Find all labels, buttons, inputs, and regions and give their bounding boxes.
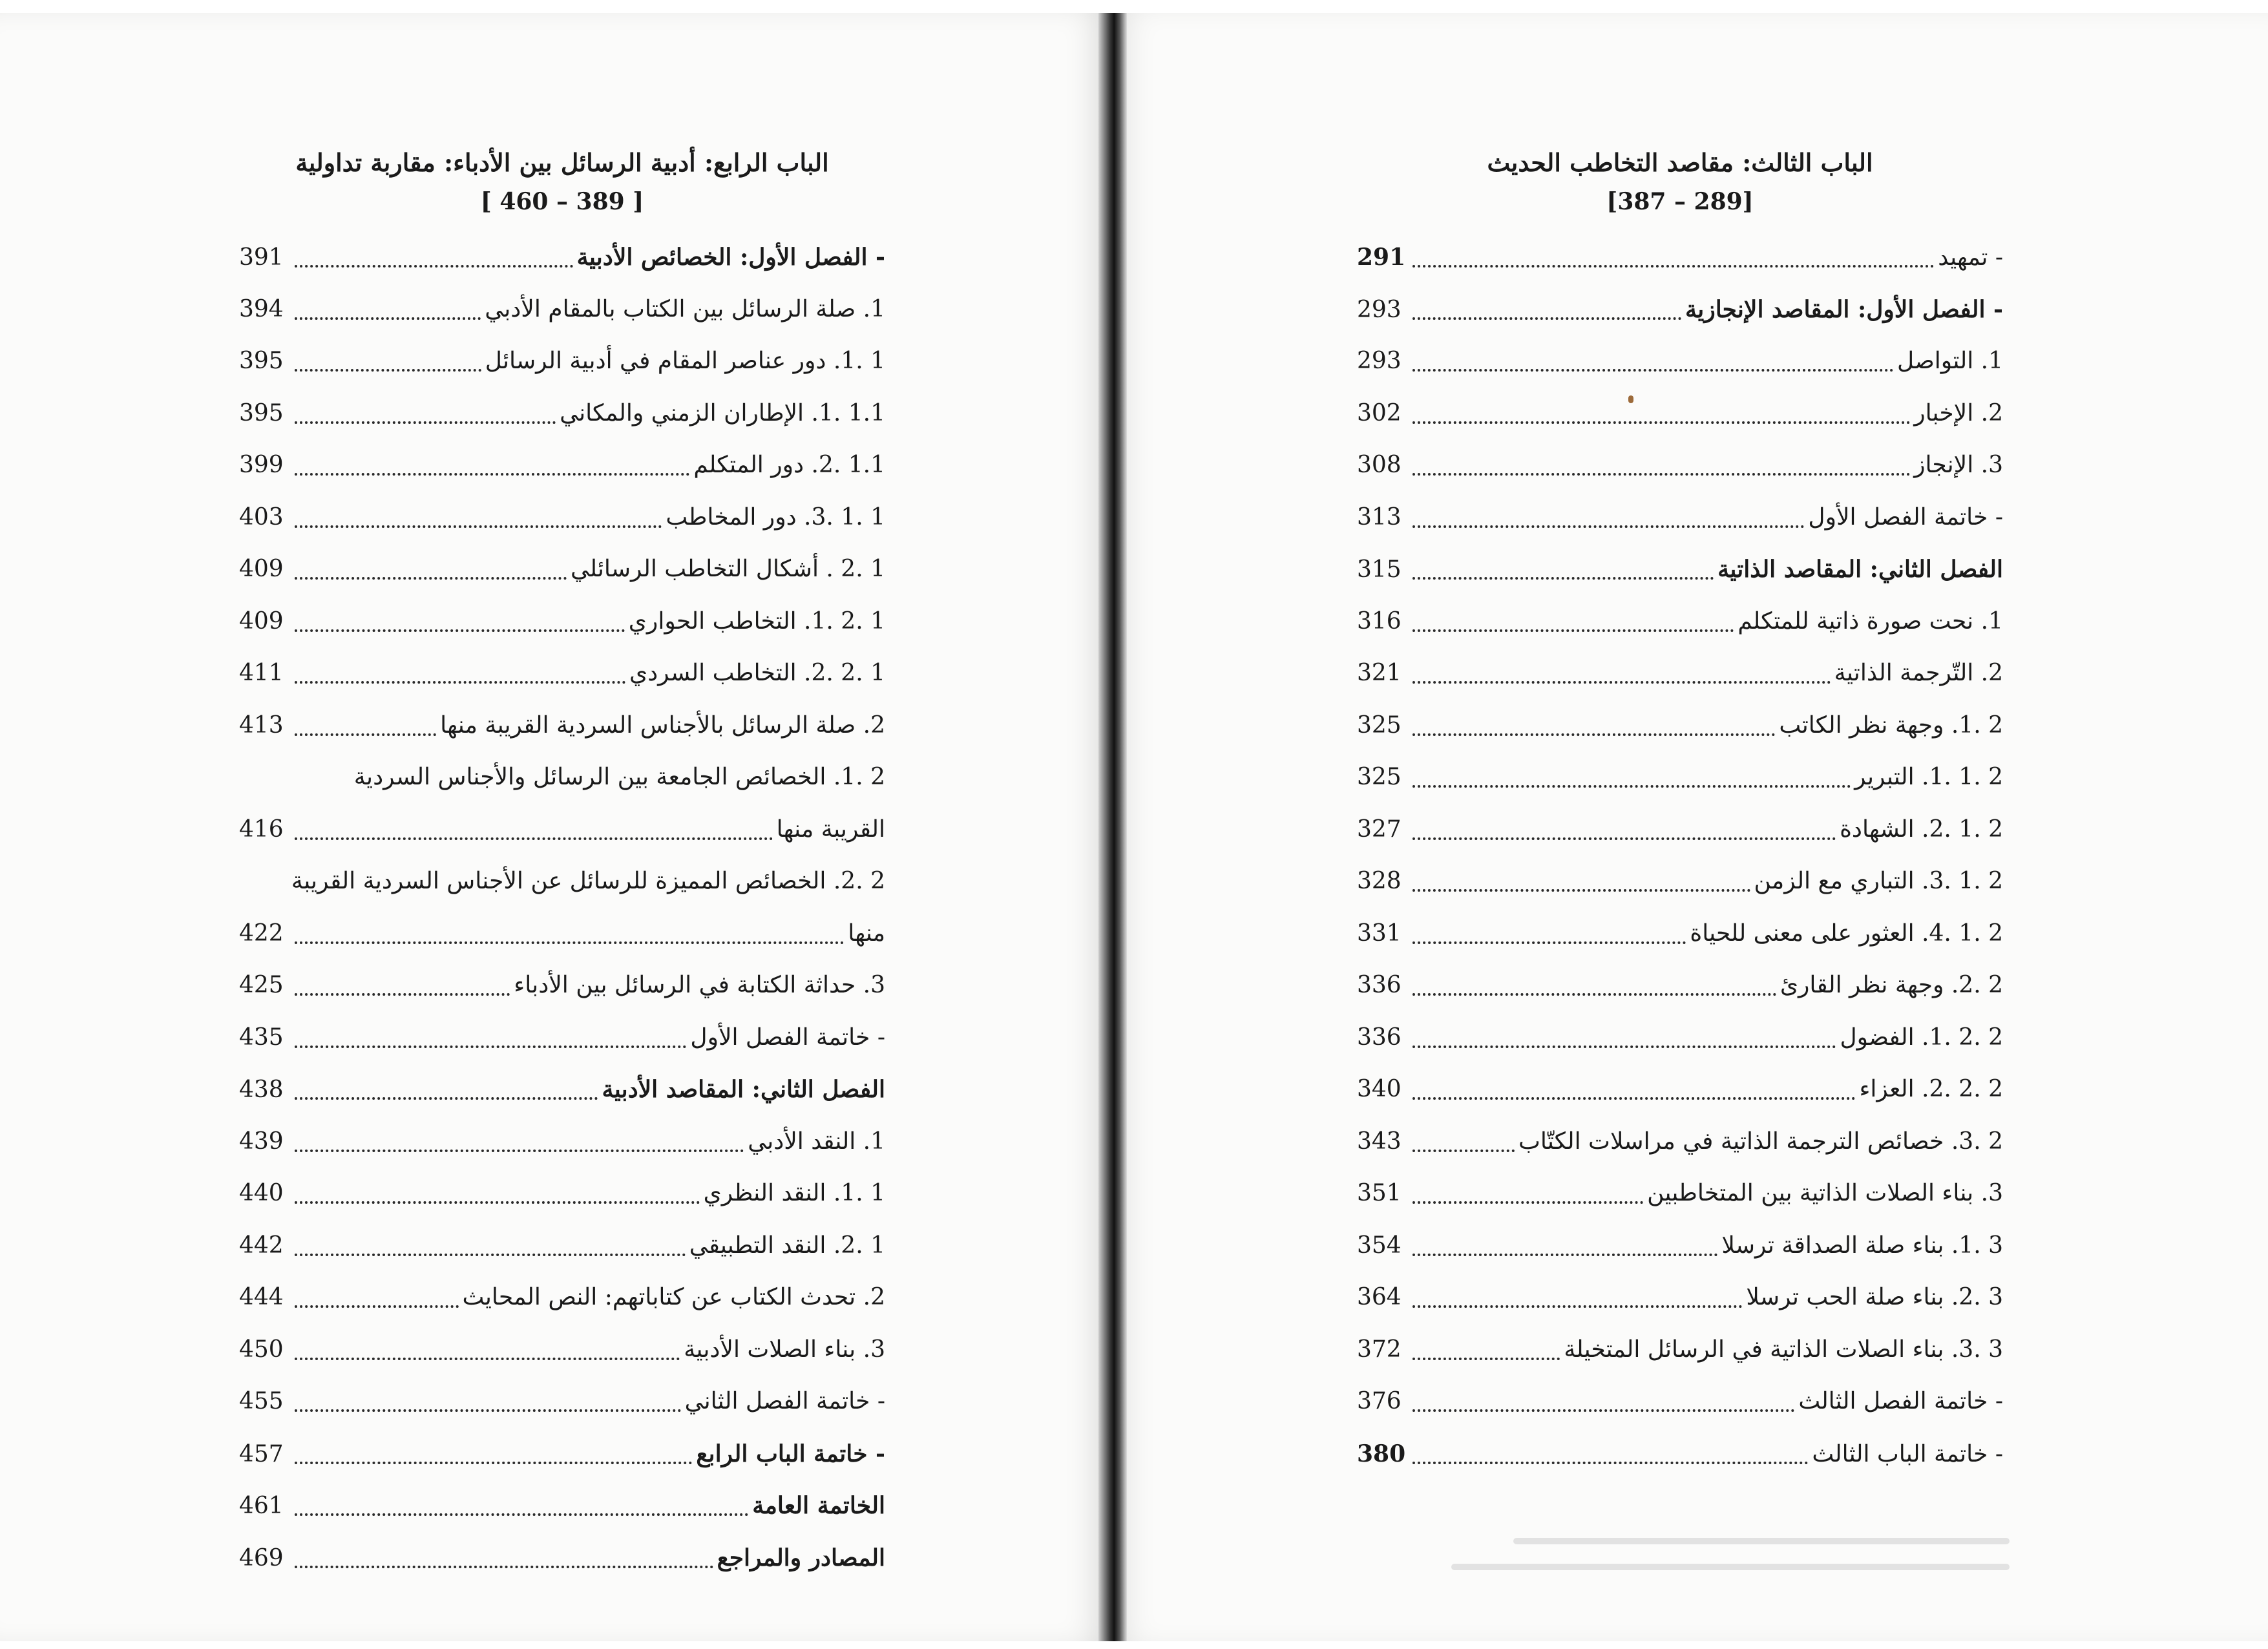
toc-entry-page-number: 413 (239, 711, 284, 739)
dot-leader (295, 681, 625, 684)
toc-entry-page-number: 461 (239, 1493, 284, 1519)
toc-entry-title: 2. تحدث الكتاب عن كتاباتهم: النص المحايث (462, 1284, 885, 1310)
toc-entry-title: 1. النقد الأدبي (748, 1128, 885, 1155)
toc-entry-title: 2 .2. وجهة نظر القارئ (1780, 972, 2003, 998)
dot-leader (295, 837, 773, 840)
toc-entry-page-number: 331 (1357, 919, 1402, 947)
toc-entry-page-number: 343 (1357, 1128, 1402, 1155)
toc-entry (1357, 1168, 2003, 1220)
toc-entry (239, 1012, 885, 1064)
toc-entry-page-number: 444 (239, 1284, 284, 1310)
toc-entry (1357, 1064, 2003, 1116)
dot-leader (1412, 317, 1681, 320)
right-toc (1357, 143, 2003, 1480)
toc-entry-title: 2. صلة الرسائل بالأجناس السردية القريبة منها (440, 711, 885, 739)
left-toc (239, 143, 885, 1584)
toc-entry-page-number: 325 (1357, 764, 1402, 790)
toc-entry-page-number: 395 (239, 399, 284, 426)
toc-entry-page-number: 416 (239, 815, 284, 843)
dot-leader (1412, 1409, 1794, 1412)
dot-leader (295, 1358, 680, 1360)
toc-entry-title: 2 .2. الخصائص المميزة للرسائل عن الأجناس السردية القريبة (291, 868, 885, 894)
toc-entry-page-number: 395 (239, 348, 284, 374)
part-four-heading: الباب الرابع: أدبية الرسائل بين الأدباء: مقاربة تداولية (295, 148, 829, 177)
toc-entry-page-number: 336 (1357, 972, 1402, 998)
toc-entry-title: - خاتمة الفصل الثاني (684, 1388, 885, 1414)
toc-entry-title: 2 .1 .2. الشهادة (1840, 815, 2003, 843)
dot-leader (1412, 889, 1750, 892)
dot-leader (295, 1305, 459, 1308)
toc-entry-title: القريبة منها (776, 815, 885, 843)
toc-entry-page-number: 435 (239, 1024, 284, 1051)
dot-leader (1412, 577, 1714, 580)
toc-entry (239, 1116, 885, 1168)
toc-entry (1357, 1376, 2003, 1428)
dot-leader (1412, 1150, 1515, 1152)
toc-entry (1357, 596, 2003, 648)
toc-entry-page-number: 325 (1357, 711, 1402, 739)
toc-entry-page-number: 327 (1357, 815, 1402, 843)
toc-entry-page-number: 302 (1357, 399, 1402, 426)
toc-entry (239, 492, 885, 544)
dot-leader (1412, 629, 1734, 632)
toc-entry-title: 1. نحت صورة ذاتية للمتكلم (1738, 607, 2003, 635)
dot-leader (1412, 525, 1804, 528)
toc-entry (239, 335, 885, 388)
toc-entry-title: 1.1 .1. الإطاران الزمني والمكاني (560, 399, 885, 426)
toc-entry-title: 1 .1. النقد النظري (703, 1180, 885, 1206)
toc-entry-page-number: 440 (239, 1180, 284, 1206)
toc-entry-page-number: 336 (1357, 1024, 1402, 1051)
dot-leader (1412, 993, 1776, 996)
dot-leader (295, 1254, 686, 1256)
toc-entry-page-number: 315 (1357, 556, 1402, 583)
toc-entry (1357, 1428, 2003, 1480)
toc-entry-page-number: 422 (239, 919, 284, 947)
toc-entry-title: المصادر والمراجع (717, 1544, 885, 1571)
toc-entry (239, 231, 885, 284)
toc-entry-title: الفصل الثاني: المقاصد الذاتية (1717, 556, 2003, 583)
toc-entry-title: 1. صلة الرسائل بين الكتاب بالمقام الأدبي (485, 295, 885, 322)
part-three-range: [387 – 289] (1606, 188, 1754, 215)
dot-leader (295, 317, 481, 320)
toc-entry-page-number: 469 (239, 1544, 284, 1571)
left-toc-entries (239, 231, 885, 1584)
toc-entry (239, 1428, 885, 1480)
toc-entry (1357, 388, 2003, 440)
dot-leader (1412, 785, 1851, 788)
dot-leader (1412, 1201, 1643, 1204)
toc-entry-title: 1.1 .2. دور المتكلم (693, 452, 885, 478)
toc-entry (1357, 804, 2003, 856)
toc-entry-page-number: 376 (1357, 1388, 1402, 1414)
toc-entry (239, 1376, 885, 1428)
dot-leader (1412, 1045, 1836, 1048)
dot-leader (1412, 837, 1836, 840)
toc-entry (239, 700, 885, 752)
toc-entry (1357, 439, 2003, 492)
toc-entry (1357, 856, 2003, 908)
dot-leader (295, 1566, 713, 1568)
toc-entry-title: 2 .2 .2. العزاء (1859, 1076, 2003, 1102)
toc-entry (1357, 1324, 2003, 1376)
toc-entry-page-number: 308 (1357, 452, 1402, 478)
dot-leader (295, 1150, 744, 1152)
toc-entry-title: 2. التّرجمة الذاتية (1834, 660, 2003, 686)
toc-entry-title: الفصل الثاني: المقاصد الأدبية (602, 1076, 885, 1103)
toc-entry (239, 284, 885, 336)
right-toc-entries (1357, 231, 2003, 1480)
toc-entry (1357, 960, 2003, 1012)
toc-entry-title: 2. الإخبار (1914, 399, 2003, 426)
dot-leader (295, 1097, 598, 1100)
dot-leader (295, 1201, 700, 1204)
dot-leader (1412, 1097, 1855, 1100)
toc-entry-title: الخاتمة العامة (752, 1492, 885, 1519)
toc-entry-title: - خاتمة الفصل الأول (690, 1024, 885, 1051)
toc-entry (239, 1480, 885, 1532)
toc-entry (239, 543, 885, 596)
toc-entry-title: 2 .1 .3. التباري مع الزمن (1754, 868, 2003, 894)
toc-entry (1357, 543, 2003, 596)
dot-leader (295, 369, 481, 372)
toc-entry (239, 596, 885, 648)
toc-entry-page-number: 372 (1357, 1336, 1402, 1363)
toc-entry-page-number: 354 (1357, 1232, 1402, 1259)
dot-leader (295, 993, 510, 996)
toc-entry-title: 1 .2. النقد التطبيقي (689, 1232, 885, 1259)
toc-entry (239, 647, 885, 700)
toc-entry (239, 1220, 885, 1272)
toc-entry-page-number: 455 (239, 1388, 284, 1414)
toc-entry-title: 3. الإنجاز (1914, 452, 2003, 478)
toc-entry-page-number: 411 (239, 660, 284, 686)
toc-entry-page-number: 409 (239, 607, 284, 635)
toc-entry-title: 2 .3. خصائص الترجمة الذاتية في مراسلات الكتّاب (1518, 1128, 2003, 1155)
book-gutter (1098, 13, 1127, 1641)
toc-entry-title: - خاتمة الباب الرابع (696, 1440, 885, 1467)
dot-leader (1412, 1305, 1742, 1308)
dot-leader (1412, 733, 1775, 736)
dot-leader (295, 421, 556, 424)
toc-entry-page-number: 340 (1357, 1076, 1402, 1102)
dot-leader (1412, 265, 1934, 268)
toc-entry (1357, 492, 2003, 544)
toc-entry-page-number: 438 (239, 1077, 284, 1103)
toc-entry (1357, 231, 2003, 284)
dot-leader (295, 1409, 681, 1412)
toc-entry-page-number: 439 (239, 1128, 284, 1155)
toc-entry-title: 2 .1. الخصائص الجامعة بين الرسائل والأجناس السردية (353, 764, 885, 790)
toc-entry-page-number: 399 (239, 452, 284, 478)
toc-entry-title: 3 .2. بناء صلة الحب ترسلا (1746, 1284, 2003, 1310)
toc-entry (1357, 1012, 2003, 1064)
toc-entry (239, 1168, 885, 1220)
toc-entry-title: - الفصل الأول: المقاصد الإنجازية (1685, 295, 2003, 323)
toc-entry-title: 1. التواصل (1896, 348, 2003, 374)
toc-entry-title: 3. بناء الصلات الذاتية بين المتخاطبين (1647, 1180, 2003, 1206)
toc-entry-title: 2 .1 .4. العثور على معنى للحياة (1690, 919, 2003, 947)
toc-entry (1357, 1116, 2003, 1168)
toc-entry-title: 1 .1 .3. دور المخاطب (666, 503, 885, 530)
toc-entry-page-number: 364 (1357, 1284, 1402, 1310)
toc-entry (1357, 700, 2003, 752)
toc-entry-title: 2 .1 .1. التبرير (1854, 764, 2003, 790)
toc-entry (1357, 908, 2003, 960)
toc-entry-title: 1 .2 .1. التخاطب الحواري (628, 607, 885, 635)
dot-leader (295, 733, 436, 736)
toc-entry-title: 1 .2 .2. التخاطب السردي (629, 660, 885, 686)
toc-entry-page-number: 316 (1357, 607, 1402, 635)
toc-entry-page-number: 450 (239, 1336, 284, 1363)
toc-entry (1357, 647, 2003, 700)
bleed-through-text (1389, 1518, 2010, 1622)
dot-leader (295, 1462, 692, 1464)
toc-entry-title: 3 .1. بناء صلة الصداقة ترسلا (1721, 1232, 2003, 1259)
toc-entry-page-number: 442 (239, 1232, 284, 1259)
toc-entry (239, 960, 885, 1012)
toc-entry (239, 804, 885, 856)
part-four-range: [ 460 – 389 ] (480, 188, 644, 215)
toc-entry-page-number: 321 (1357, 660, 1402, 686)
toc-entry (239, 1272, 885, 1324)
toc-entry-title: - خاتمة الفصل الثالث (1798, 1388, 2003, 1414)
dot-leader (1412, 369, 1893, 372)
toc-entry-title: منها (848, 919, 885, 947)
toc-entry (239, 1324, 885, 1376)
dot-leader (1412, 681, 1831, 684)
dot-leader (1412, 941, 1686, 944)
toc-entry-page-number: 425 (239, 972, 284, 998)
toc-entry-page-number: 403 (239, 503, 284, 530)
toc-entry-page-number: 313 (1357, 503, 1402, 530)
toc-entry-title: 3 .3. بناء الصلات الذاتية في الرسائل المتخيلة (1564, 1336, 2003, 1363)
dot-leader (1412, 1254, 1717, 1256)
dot-leader (295, 1045, 686, 1048)
toc-entry (1357, 284, 2003, 336)
dot-leader (1412, 1462, 1808, 1464)
dot-leader (1412, 1358, 1560, 1360)
toc-entry (239, 751, 885, 804)
toc-entry-page-number: 291 (1357, 244, 1406, 271)
toc-entry-page-number: 380 (1357, 1440, 1406, 1467)
part-three-heading: الباب الثالث: مقاصد التخاطب الحديث (1487, 148, 1873, 177)
toc-entry-title: 2 .1. وجهة نظر الكاتب (1779, 711, 2003, 739)
toc-entry (1357, 751, 2003, 804)
dot-leader (295, 629, 625, 632)
dot-leader (1412, 421, 1910, 424)
toc-entry-page-number: 391 (239, 244, 284, 271)
toc-entry (1357, 335, 2003, 388)
toc-entry-page-number: 394 (239, 295, 284, 322)
dot-leader (295, 525, 662, 528)
dot-leader (295, 265, 573, 268)
toc-entry-page-number: 328 (1357, 868, 1402, 894)
toc-entry-title: - الفصل الأول: الخصائص الأدبية (576, 244, 885, 271)
toc-entry (239, 908, 885, 960)
toc-entry-page-number: 409 (239, 556, 284, 582)
toc-entry (239, 1064, 885, 1116)
toc-entry (1357, 1272, 2003, 1324)
toc-entry-title: - خاتمة الباب الثالث (1812, 1440, 2003, 1467)
toc-entry-title: 1 .2 . أشكال التخاطب الرسائلي (570, 556, 885, 582)
toc-entry-title: 1 .1. دور عناصر المقام في أدبية الرسائل (485, 348, 885, 374)
dot-leader (295, 577, 567, 580)
toc-entry-title: 3. حداثة الكتابة في الرسائل بين الأدباء (514, 972, 885, 998)
dot-leader (295, 473, 689, 476)
toc-entry (239, 856, 885, 908)
toc-entry-page-number: 293 (1357, 296, 1402, 323)
toc-entry-title: - خاتمة الفصل الأول (1808, 503, 2003, 530)
toc-entry (239, 388, 885, 440)
toc-entry (1357, 1220, 2003, 1272)
toc-entry-page-number: 457 (239, 1440, 284, 1467)
toc-entry-title: - تمهيد (1938, 244, 2003, 271)
dot-leader (295, 1513, 748, 1516)
toc-entry-page-number: 351 (1357, 1180, 1402, 1206)
dot-leader (295, 941, 844, 944)
toc-entry-title: 3. بناء الصلات الأدبية (684, 1336, 885, 1363)
toc-entry-page-number: 293 (1357, 348, 1402, 374)
toc-entry (239, 439, 885, 492)
toc-entry (239, 1532, 885, 1584)
dot-leader (1412, 473, 1910, 476)
toc-entry-title: 2 .2 .1. الفضول (1840, 1024, 2003, 1051)
